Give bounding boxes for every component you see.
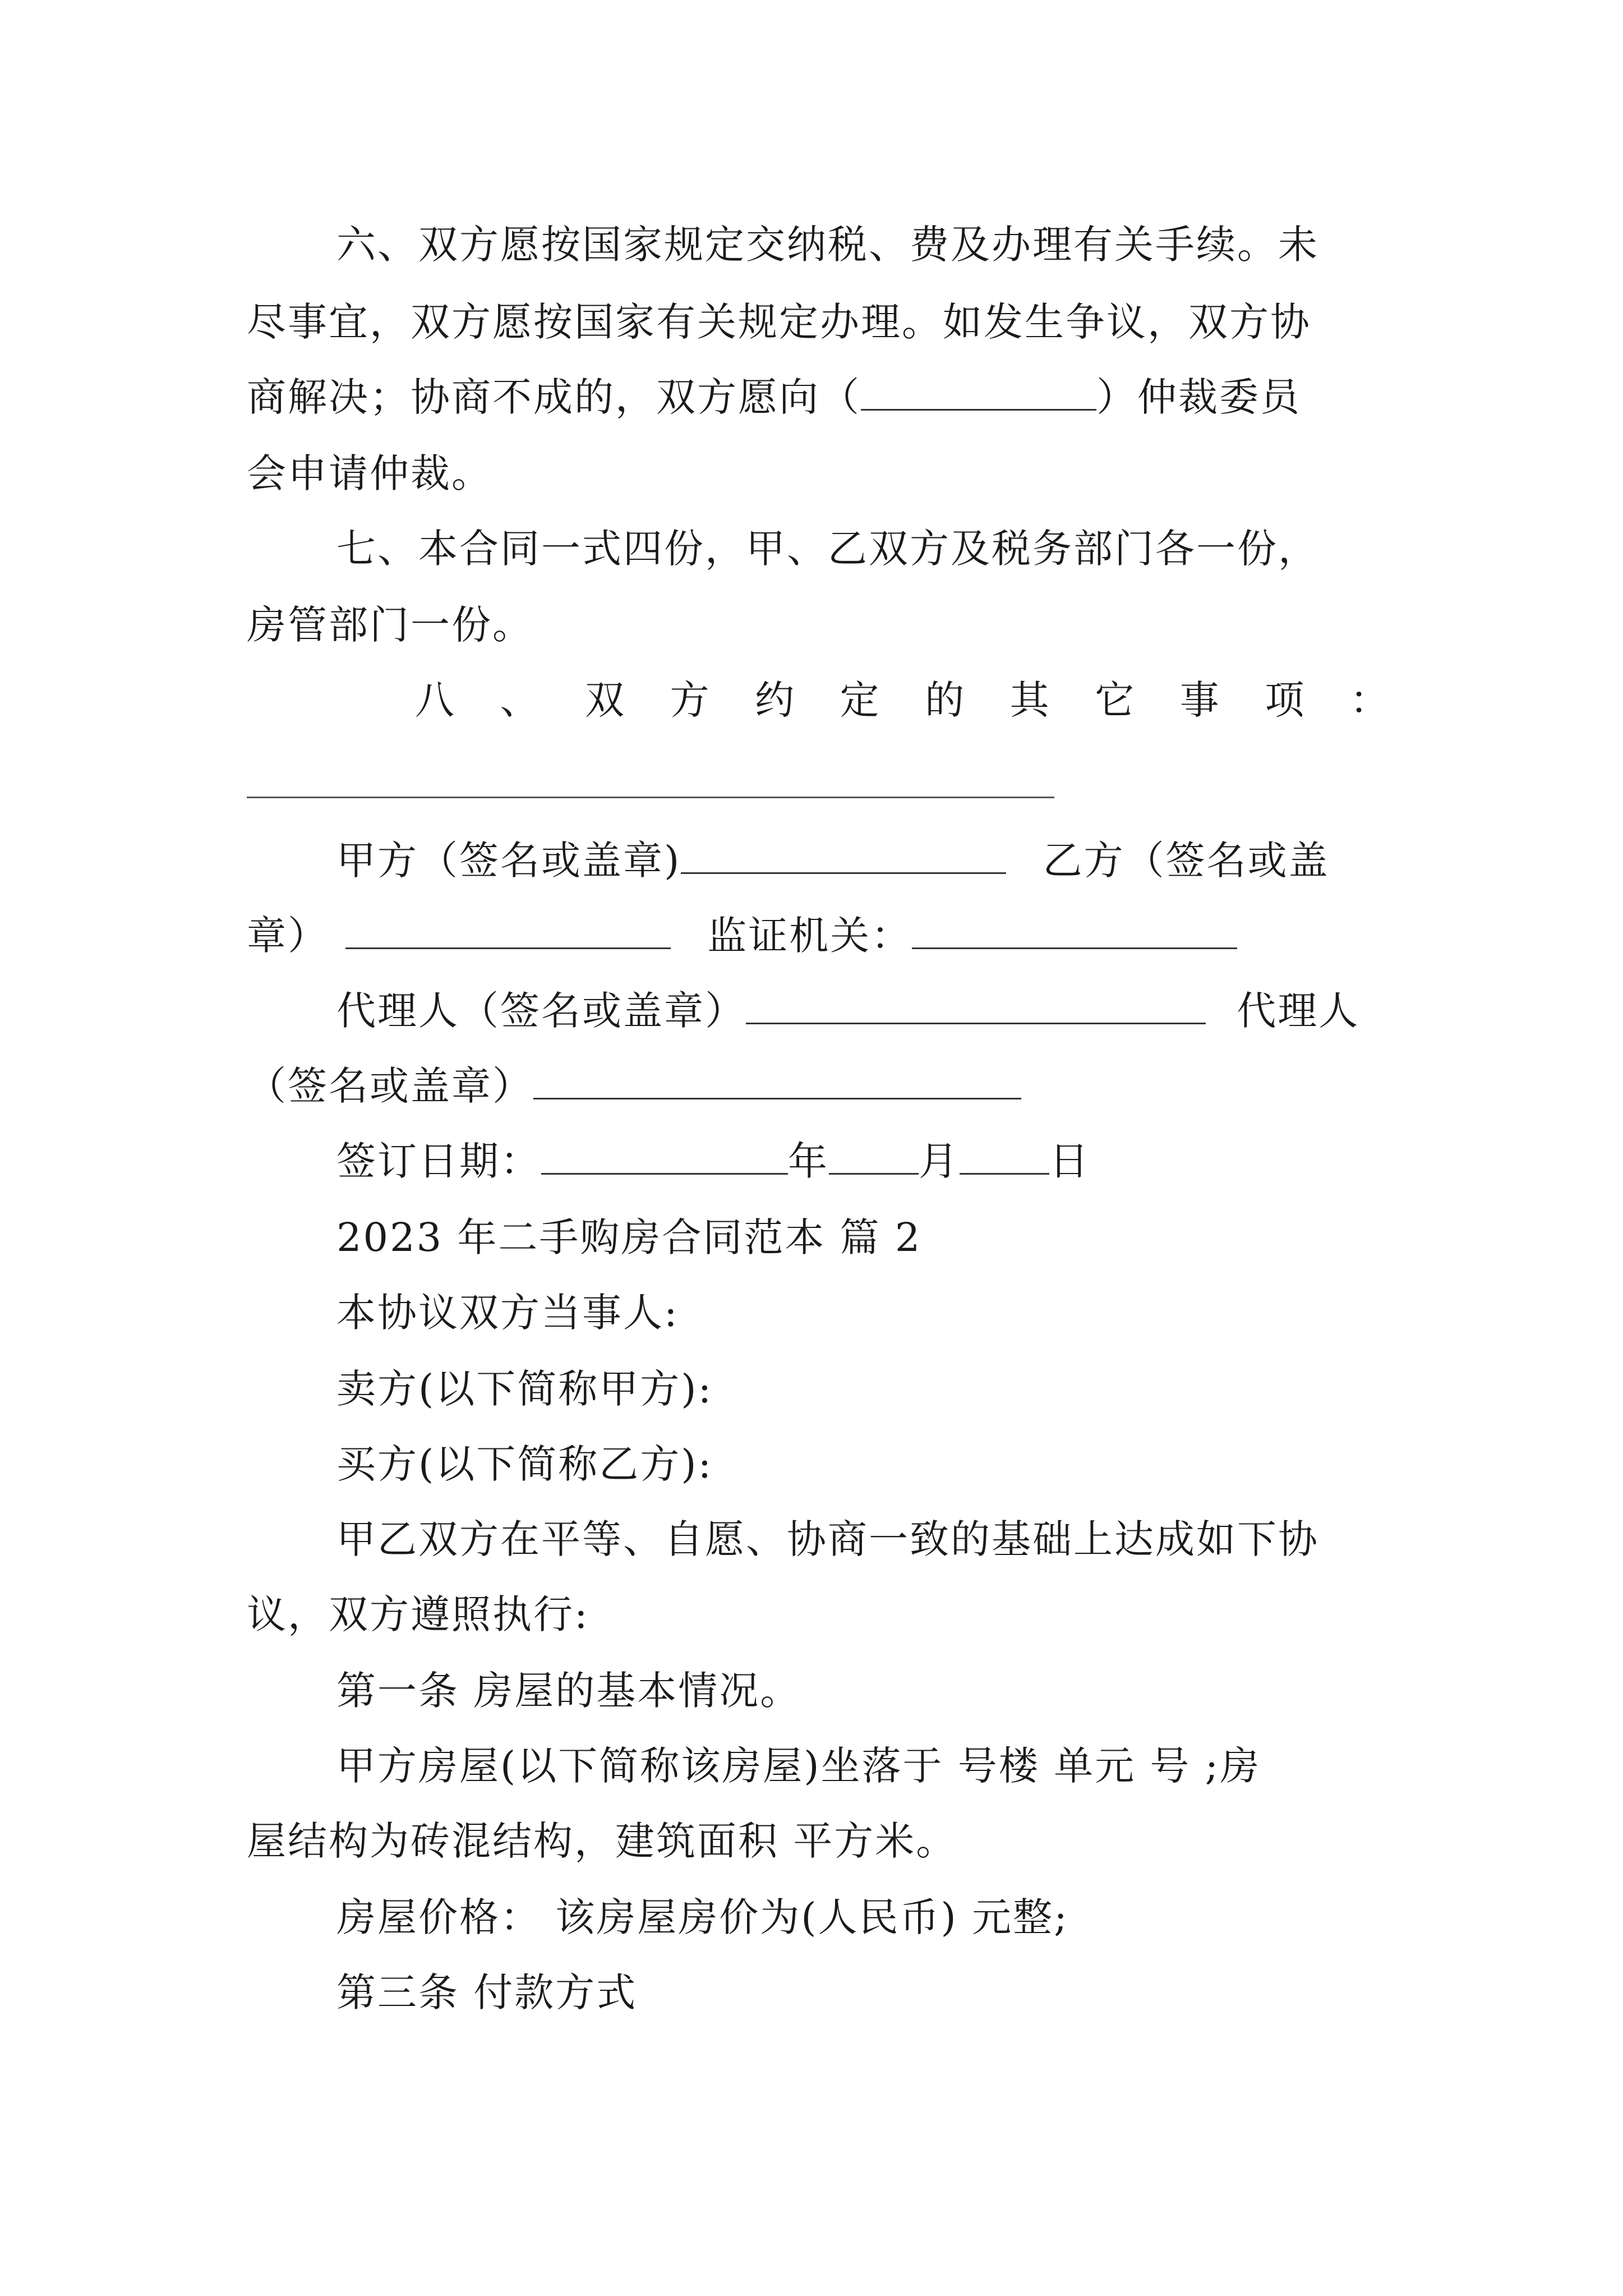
clause-6-line-2: 尽事宜，双方愿按国家有关规定办理。如发生争议，双方协 (247, 299, 1311, 345)
clause-6-text-a: 商解决；协商不成的，双方愿向（ (247, 374, 861, 420)
clause-6-line-1: 六、双方愿按国家规定交纳税、费及办理有关手续。未 (336, 222, 1319, 268)
clause-8-char: 八 (415, 677, 456, 723)
clause-8-char: 定 (840, 677, 881, 723)
section-2-title: 2023 年二手购房合同范本 篇 2 (336, 1214, 922, 1260)
clause-8-char: 项 (1265, 677, 1306, 723)
month-label: 月 (919, 1138, 960, 1184)
agreement-line-2: 议，双方遵照执行: (247, 1591, 589, 1637)
clause-6-line-3 (247, 370, 1301, 424)
year-blank[interactable] (541, 1138, 788, 1175)
authority-label: 监证机关： (707, 913, 912, 959)
clause-8-char: 事 (1179, 677, 1221, 723)
house-description-line-2: 屋结构为砖混结构，建筑面积 平方米。 (247, 1818, 957, 1864)
clause-8-blank-line[interactable] (247, 797, 1054, 798)
party-b-label-start: 乙方（签名或盖 (1043, 838, 1330, 884)
clause-8-char: 、 (500, 677, 541, 723)
clause-8-char: 方 (670, 677, 711, 723)
buyer-line: 买方(以下简称乙方): (336, 1441, 713, 1487)
arbitration-blank[interactable] (861, 374, 1096, 411)
clause-6-line-4: 会申请仲裁。 (247, 450, 492, 496)
date-label: 签订日期： (336, 1138, 541, 1184)
party-a-label: 甲方（签名或盖章) (336, 838, 681, 884)
agent-1-label: 代理人（签名或盖章） (336, 988, 746, 1034)
party-b-signature-blank[interactable] (345, 913, 671, 949)
clause-6-text-b: ）仲裁委员 (1096, 374, 1301, 420)
clause-7-line-1: 七、本合同一式四份，甲、乙双方及税务部门各一份， (336, 526, 1319, 572)
agent-2-label-end: （签名或盖章） (247, 1063, 533, 1109)
signature-line-4 (247, 1059, 1021, 1113)
article-1-heading: 第一条 房屋的基本情况。 (336, 1668, 801, 1714)
year-label: 年 (788, 1138, 829, 1184)
party-a-signature-blank[interactable] (681, 838, 1006, 874)
party-b-label-end: 章） (247, 913, 329, 959)
agent-1-signature-blank[interactable] (746, 988, 1206, 1024)
signing-date-line (336, 1134, 1090, 1188)
clause-8-char: 约 (755, 677, 796, 723)
article-3-heading: 第三条 付款方式 (336, 1970, 638, 2016)
agent-2-signature-blank[interactable] (533, 1063, 1021, 1099)
clause-8-char: ： (1349, 677, 1391, 723)
signature-line-1 (336, 834, 1330, 887)
clause-8-char: 其 (1009, 677, 1051, 723)
house-description-line-1: 甲方房屋(以下简称该房屋)坐落于 号楼 单元 号 ;房 (336, 1743, 1261, 1789)
day-label: 日 (1049, 1138, 1090, 1184)
seller-line: 卖方(以下简称甲方): (336, 1366, 713, 1412)
signature-line-2 (247, 909, 1237, 963)
day-blank[interactable] (960, 1138, 1049, 1175)
authority-blank[interactable] (912, 913, 1237, 949)
clause-8-char: 它 (1095, 677, 1136, 723)
agent-2-label-start: 代理人 (1237, 988, 1360, 1034)
clause-7-line-2: 房管部门一份。 (247, 602, 533, 648)
section-2-intro: 本协议双方当事人: (336, 1290, 679, 1336)
signature-line-3 (336, 984, 1359, 1038)
clause-8-char: 的 (925, 677, 966, 723)
clause-8-char: 双 (585, 677, 626, 723)
month-blank[interactable] (829, 1138, 919, 1175)
clause-8-label (415, 673, 1391, 727)
price-line: 房屋价格： 该房屋房价为(人民币) 元整; (336, 1894, 1069, 1940)
agreement-line-1: 甲乙双方在平等、自愿、协商一致的基础上达成如下协 (336, 1516, 1319, 1562)
